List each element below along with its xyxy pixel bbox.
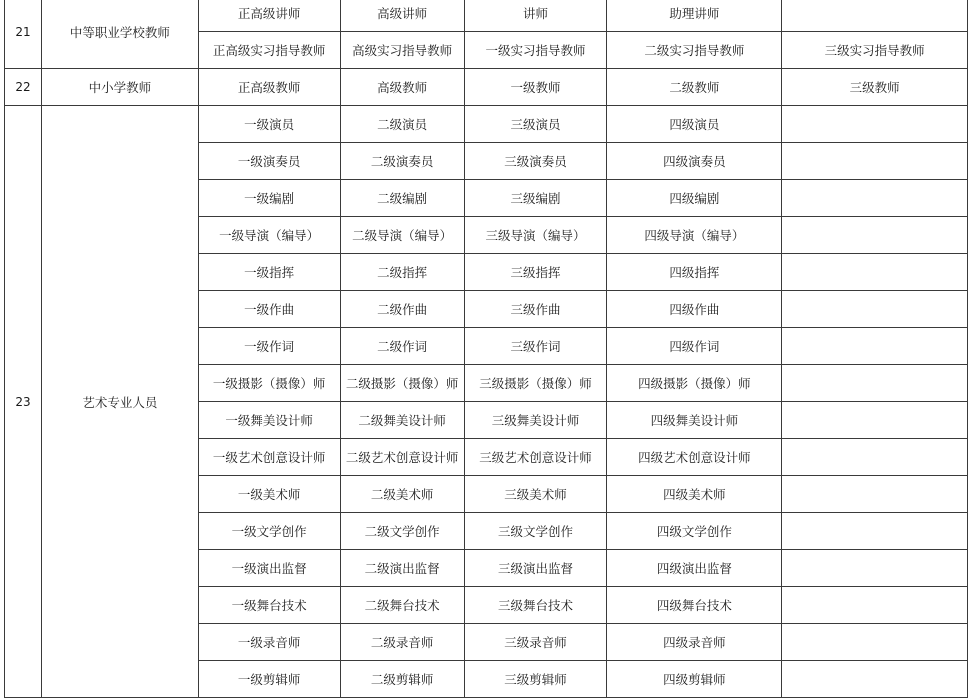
title-cell: 讲师	[464, 0, 607, 32]
title-cell: 一级舞台技术	[198, 587, 340, 624]
title-cell: 二级演员	[340, 106, 464, 143]
title-cell: 一级作词	[198, 328, 340, 365]
title-cell: 二级舞台技术	[340, 587, 464, 624]
title-cell: 一级演出监督	[198, 550, 340, 587]
title-cell: 二级美术师	[340, 476, 464, 513]
title-cell: 四级指挥	[607, 254, 782, 291]
title-cell: 一级舞美设计师	[198, 402, 340, 439]
title-cell	[782, 291, 968, 328]
title-cell: 三级作词	[464, 328, 607, 365]
title-cell: 三级舞台技术	[464, 587, 607, 624]
title-cell: 三级录音师	[464, 624, 607, 661]
title-cell: 四级摄影（摄像）师	[607, 365, 782, 402]
title-cell: 二级摄影（摄像）师	[340, 365, 464, 402]
title-cell: 四级录音师	[607, 624, 782, 661]
title-cell: 一级指挥	[198, 254, 340, 291]
title-cell	[782, 254, 968, 291]
title-cell: 正高级教师	[198, 69, 340, 106]
professional-titles-table	[4, 0, 968, 698]
title-cell: 三级导演（编导）	[464, 217, 607, 254]
title-cell: 三级演员	[464, 106, 607, 143]
table-row	[5, 106, 968, 143]
table-row	[5, 69, 968, 106]
title-cell: 四级演出监督	[607, 550, 782, 587]
category-cell: 艺术专业人员	[41, 106, 198, 698]
title-cell	[782, 402, 968, 439]
title-cell: 三级演奏员	[464, 143, 607, 180]
title-cell	[782, 513, 968, 550]
title-cell: 高级讲师	[340, 0, 464, 32]
title-cell: 二级演奏员	[340, 143, 464, 180]
title-cell: 四级作词	[607, 328, 782, 365]
title-cell: 四级舞美设计师	[607, 402, 782, 439]
title-cell: 三级教师	[782, 69, 968, 106]
title-cell: 二级舞美设计师	[340, 402, 464, 439]
title-cell: 正高级实习指导教师	[198, 32, 340, 69]
title-cell: 一级剪辑师	[198, 661, 340, 698]
category-cell: 中小学教师	[41, 69, 198, 106]
title-cell: 一级摄影（摄像）师	[198, 365, 340, 402]
category-cell: 中等职业学校教师	[41, 0, 198, 69]
title-cell: 三级摄影（摄像）师	[464, 365, 607, 402]
table-row	[5, 0, 968, 32]
title-cell	[782, 106, 968, 143]
title-cell: 二级指挥	[340, 254, 464, 291]
row-number: 22	[5, 69, 42, 106]
title-cell	[782, 624, 968, 661]
title-cell	[782, 0, 968, 32]
title-cell: 一级文学创作	[198, 513, 340, 550]
title-cell: 四级剪辑师	[607, 661, 782, 698]
title-cell	[782, 587, 968, 624]
title-cell: 一级教师	[464, 69, 607, 106]
title-cell: 二级演出监督	[340, 550, 464, 587]
title-cell: 三级美术师	[464, 476, 607, 513]
title-cell: 一级演奏员	[198, 143, 340, 180]
title-cell: 正高级讲师	[198, 0, 340, 32]
row-number: 21	[5, 0, 42, 69]
title-cell: 三级编剧	[464, 180, 607, 217]
title-cell: 二级艺术创意设计师	[340, 439, 464, 476]
title-cell: 四级文学创作	[607, 513, 782, 550]
title-cell: 二级剪辑师	[340, 661, 464, 698]
title-cell: 一级作曲	[198, 291, 340, 328]
title-cell	[782, 180, 968, 217]
title-cell: 二级实习指导教师	[607, 32, 782, 69]
row-number: 23	[5, 106, 42, 698]
title-cell: 二级录音师	[340, 624, 464, 661]
title-cell: 四级演员	[607, 106, 782, 143]
title-cell: 三级舞美设计师	[464, 402, 607, 439]
title-cell: 一级录音师	[198, 624, 340, 661]
title-cell: 四级艺术创意设计师	[607, 439, 782, 476]
title-cell: 三级艺术创意设计师	[464, 439, 607, 476]
title-cell	[782, 439, 968, 476]
title-cell: 四级导演（编导）	[607, 217, 782, 254]
title-cell: 一级美术师	[198, 476, 340, 513]
title-cell: 一级编剧	[198, 180, 340, 217]
title-cell	[782, 365, 968, 402]
title-cell: 一级艺术创意设计师	[198, 439, 340, 476]
title-cell: 三级作曲	[464, 291, 607, 328]
title-cell: 一级导演（编导）	[198, 217, 340, 254]
title-cell	[782, 217, 968, 254]
title-cell	[782, 661, 968, 698]
title-cell	[782, 550, 968, 587]
title-cell: 二级作曲	[340, 291, 464, 328]
title-cell: 三级文学创作	[464, 513, 607, 550]
title-cell: 高级教师	[340, 69, 464, 106]
title-cell	[782, 476, 968, 513]
title-cell: 二级编剧	[340, 180, 464, 217]
title-cell: 二级文学创作	[340, 513, 464, 550]
title-cell: 二级作词	[340, 328, 464, 365]
title-cell: 助理讲师	[607, 0, 782, 32]
title-cell: 三级剪辑师	[464, 661, 607, 698]
title-cell: 高级实习指导教师	[340, 32, 464, 69]
title-cell: 一级实习指导教师	[464, 32, 607, 69]
title-cell: 三级实习指导教师	[782, 32, 968, 69]
title-cell: 四级作曲	[607, 291, 782, 328]
title-cell: 三级演出监督	[464, 550, 607, 587]
title-cell: 二级教师	[607, 69, 782, 106]
title-cell: 四级美术师	[607, 476, 782, 513]
title-cell: 一级演员	[198, 106, 340, 143]
title-cell: 二级导演（编导）	[340, 217, 464, 254]
title-cell: 四级编剧	[607, 180, 782, 217]
title-cell	[782, 143, 968, 180]
title-cell	[782, 328, 968, 365]
title-cell: 四级舞台技术	[607, 587, 782, 624]
title-cell: 四级演奏员	[607, 143, 782, 180]
title-cell: 三级指挥	[464, 254, 607, 291]
